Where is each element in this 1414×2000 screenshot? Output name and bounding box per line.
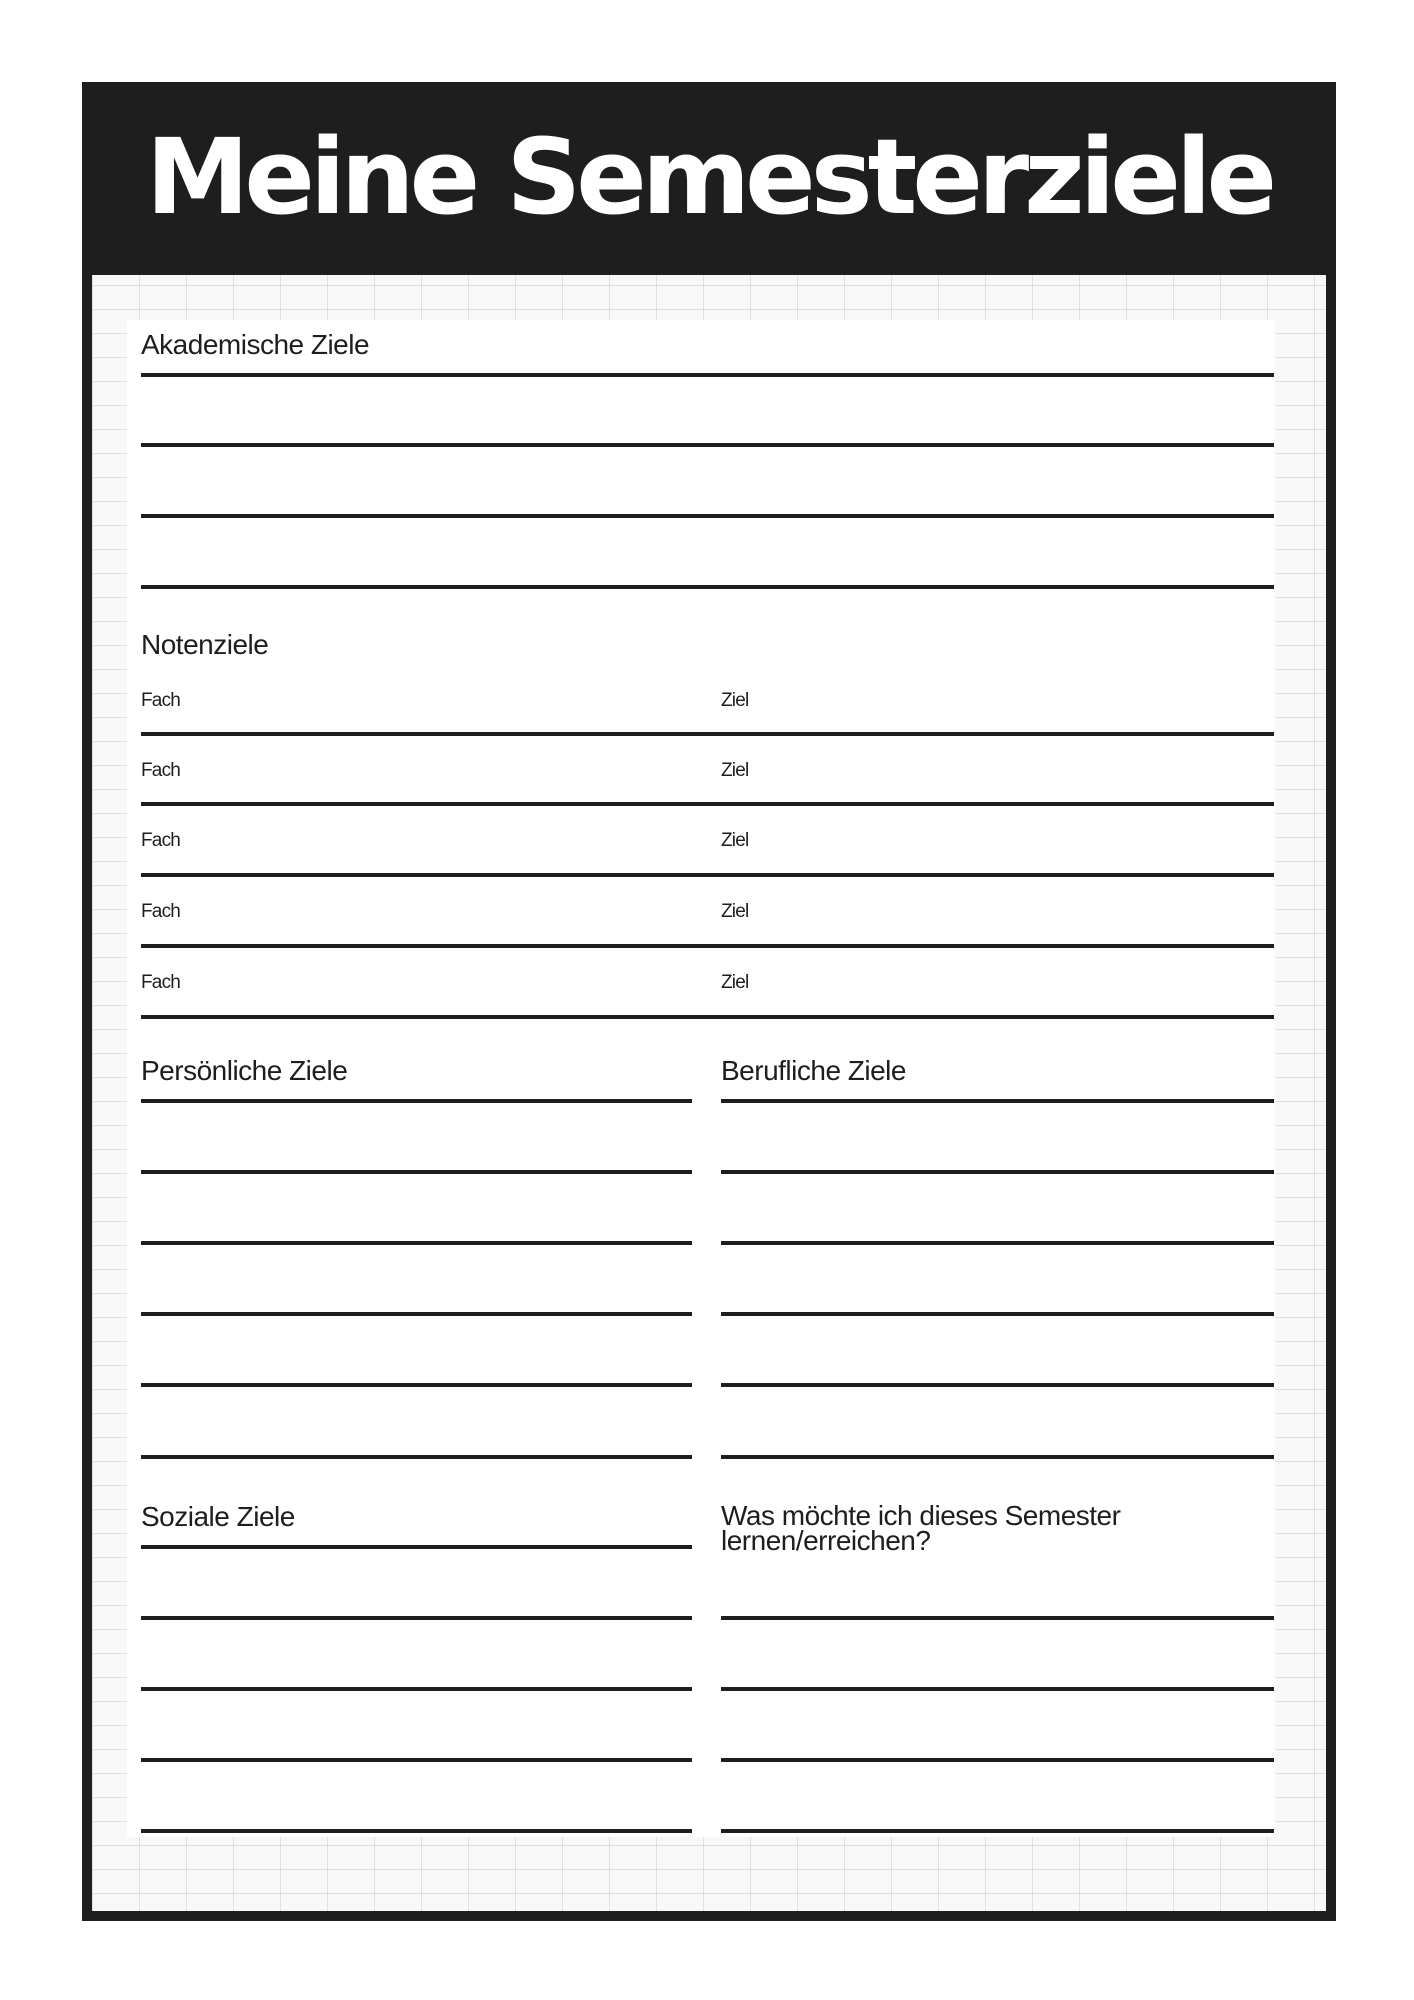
personal-goals-line[interactable] bbox=[141, 1170, 692, 1174]
grade-row-subject-label: Fach bbox=[141, 760, 181, 781]
grade-row-goal-label: Ziel bbox=[721, 972, 749, 993]
personal-goals-line[interactable] bbox=[141, 1099, 692, 1103]
grade-row-line[interactable] bbox=[141, 732, 1274, 736]
page-title: Meine Semesterziele bbox=[145, 115, 1273, 238]
grade-row-subject-label: Fach bbox=[141, 901, 181, 922]
learning-goals-line[interactable] bbox=[721, 1758, 1274, 1762]
academic-goals-line[interactable] bbox=[141, 373, 1274, 377]
social-goals-line[interactable] bbox=[141, 1687, 692, 1691]
grade-row-goal-label: Ziel bbox=[721, 760, 749, 781]
career-goals-line[interactable] bbox=[721, 1099, 1274, 1103]
grade-row-subject-label: Fach bbox=[141, 830, 181, 851]
grade-row-line[interactable] bbox=[141, 1015, 1274, 1019]
title-banner bbox=[82, 82, 1336, 275]
grade-row-line[interactable] bbox=[141, 873, 1274, 877]
social-goals-line[interactable] bbox=[141, 1616, 692, 1620]
learning-goals-line[interactable] bbox=[721, 1616, 1274, 1620]
grade-row-goal-label: Ziel bbox=[721, 901, 749, 922]
grade-goals-heading: Notenziele bbox=[141, 629, 269, 660]
academic-goals-heading: Akademische Ziele bbox=[141, 329, 370, 360]
career-goals-line[interactable] bbox=[721, 1455, 1274, 1459]
grade-row-subject-label: Fach bbox=[141, 690, 181, 711]
personal-goals-line[interactable] bbox=[141, 1383, 692, 1387]
social-goals-line[interactable] bbox=[141, 1829, 692, 1833]
career-goals-line[interactable] bbox=[721, 1170, 1274, 1174]
personal-goals-line[interactable] bbox=[141, 1312, 692, 1316]
grade-row-goal-label: Ziel bbox=[721, 830, 749, 851]
career-goals-heading: Berufliche Ziele bbox=[721, 1055, 906, 1086]
academic-goals-line[interactable] bbox=[141, 443, 1274, 447]
grade-row-goal-label: Ziel bbox=[721, 690, 749, 711]
personal-goals-line[interactable] bbox=[141, 1455, 692, 1459]
grade-row-line[interactable] bbox=[141, 802, 1274, 806]
social-goals-line[interactable] bbox=[141, 1758, 692, 1762]
social-goals-line[interactable] bbox=[141, 1545, 692, 1549]
learning-goals-heading: Was möchte ich dieses Semester lernen/erreichen? bbox=[721, 1500, 1121, 1557]
grade-row-subject-label: Fach bbox=[141, 972, 181, 993]
personal-goals-line[interactable] bbox=[141, 1241, 692, 1245]
academic-goals-line[interactable] bbox=[141, 585, 1274, 589]
personal-goals-heading: Persönliche Ziele bbox=[141, 1055, 348, 1086]
career-goals-line[interactable] bbox=[721, 1241, 1274, 1245]
learning-goals-line[interactable] bbox=[721, 1687, 1274, 1691]
learning-goals-line[interactable] bbox=[721, 1829, 1274, 1833]
career-goals-line[interactable] bbox=[721, 1383, 1274, 1387]
academic-goals-line[interactable] bbox=[141, 514, 1274, 518]
social-goals-heading: Soziale Ziele bbox=[141, 1501, 295, 1532]
grade-row-line[interactable] bbox=[141, 944, 1274, 948]
career-goals-line[interactable] bbox=[721, 1312, 1274, 1316]
